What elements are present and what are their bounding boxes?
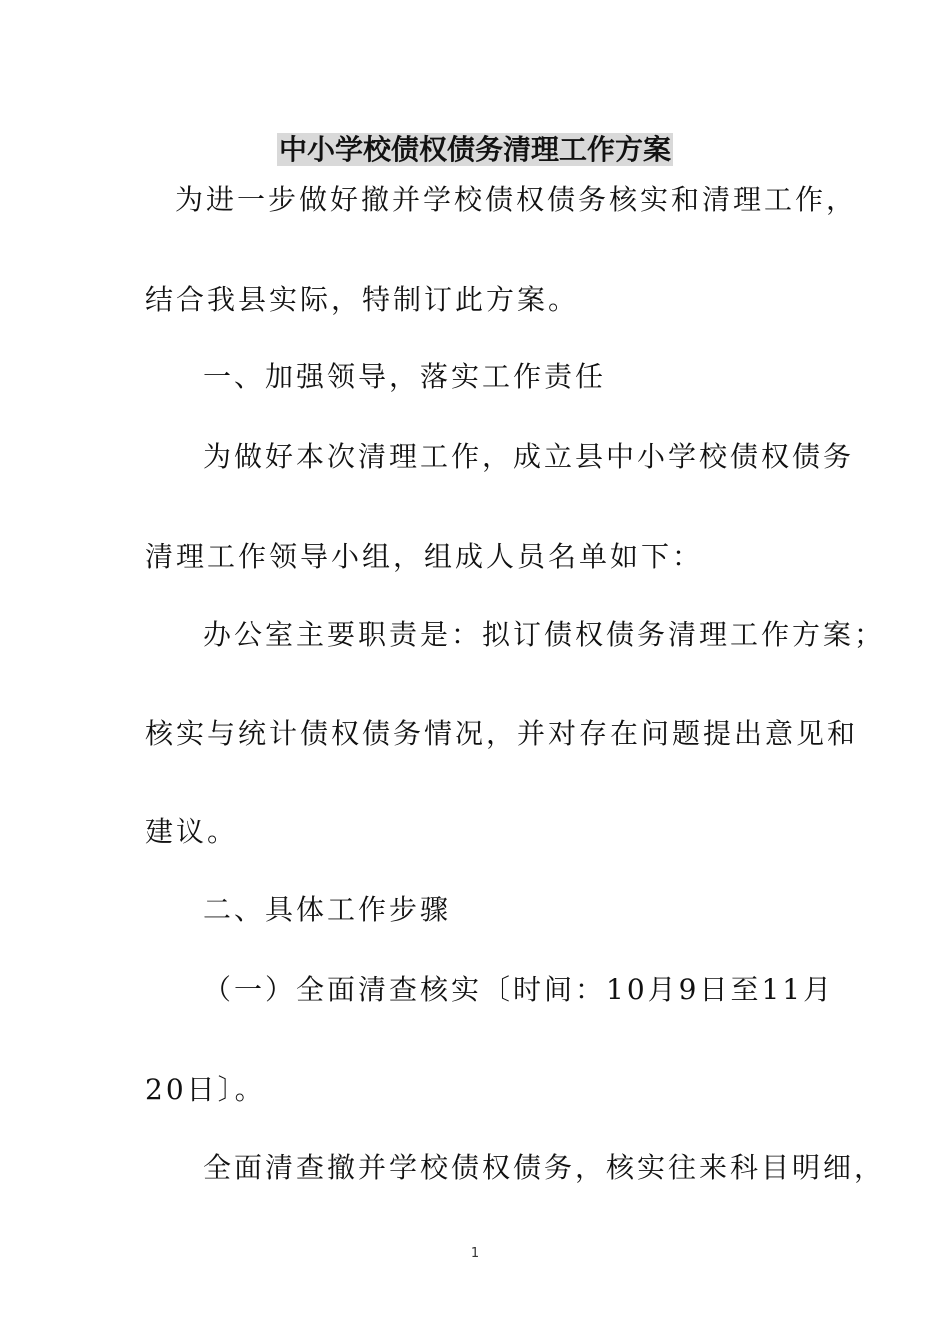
paragraph-line: 清理工作领导小组，组成人员名单如下：: [145, 540, 704, 573]
paragraph-line: 核实与统计债权债务情况，并对存在问题提出意见和: [145, 717, 859, 750]
paragraph-line: 全面清查撤并学校债权债务，核实往来科目明细，: [203, 1151, 886, 1184]
paragraph-line: 为做好本次清理工作，成立县中小学校债权债务: [203, 440, 855, 473]
section-heading: 一、加强领导，落实工作责任: [203, 360, 607, 393]
paragraph-line: 建议。: [145, 815, 239, 848]
paragraph-line: 为进一步做好撤并学校债权债务核实和清理工作，: [175, 183, 858, 216]
document-title-text: 中小学校债权债务清理工作方案: [278, 133, 671, 166]
paragraph-line: 20日〕。: [145, 1073, 266, 1106]
paragraph-line: 办公室主要职责是：拟订债权债务清理工作方案；: [203, 618, 886, 651]
paragraph-line: 结合我县实际，特制订此方案。: [145, 283, 580, 316]
section-heading: 二、具体工作步骤: [203, 893, 452, 926]
subsection-heading: （一）全面清查核实〔时间：10月9日至11月: [203, 973, 835, 1006]
document-title: [0, 130, 950, 170]
page-number: 1: [470, 1246, 480, 1261]
